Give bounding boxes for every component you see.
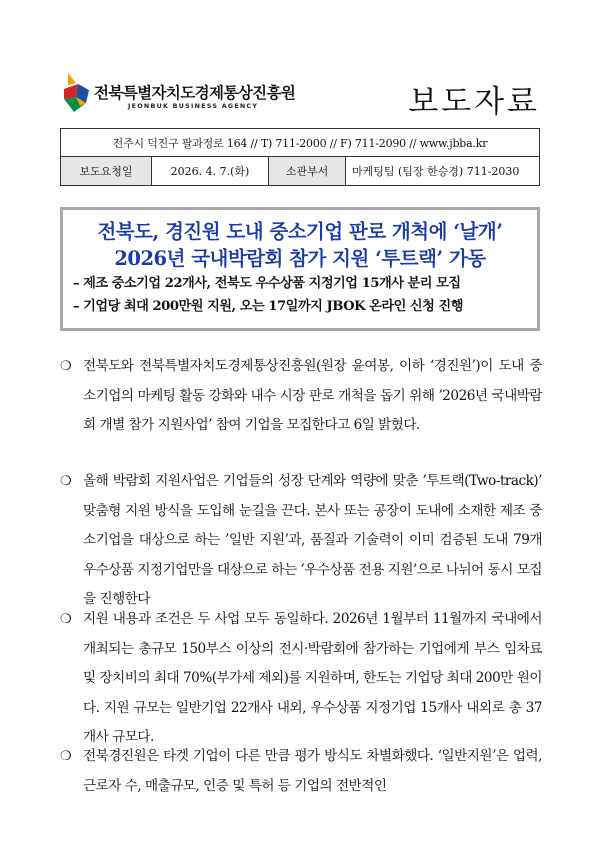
org-name-english: JEONBUK BUSINESS AGENCY <box>128 103 259 110</box>
department-value: 마케팅팀 (팀장 한승경) 711-2030 <box>346 157 540 186</box>
bullet-circle-icon: ❍ <box>60 612 72 627</box>
bullet-circle-icon: ❍ <box>60 474 72 489</box>
jbba-logo-icon <box>62 73 90 113</box>
body-paragraph <box>60 467 542 615</box>
headline-title-line2: 2026년 국내박람회 참가 지원 ‘투트랙’ 가동 <box>114 247 486 270</box>
department-label: 소관부서 <box>269 157 346 186</box>
paragraph-text: 올해 박람회 지원사업은 기업들의 성장 단계와 역량에 맞춘 ’투트랙(Two-track)’ 맞춤형 지원 방식을 도입해 눈길을 끈다. 본사 또는 공장이 도내에 소재한 제조 중소기업을 대상으로 하는 ’일반 지원’과, 품질과 기술력이 이미 검증된 도내 79개 우수상품 지정기업만을 대상으로 하는 ’우수상품 전용 지원’으로 나뉘어 동시 모집을 진행한다 <box>83 473 542 607</box>
headline-subtitle-1 <box>65 272 535 295</box>
press-info-table <box>60 128 540 186</box>
org-name: 전북특별자치도경제통상진흥원 <box>94 84 296 102</box>
subtitle-text: 제조 중소기업 22개사, 전북도 우수상품 지정기업 15개사 분리 모집 <box>83 276 461 291</box>
headline-box <box>60 207 540 331</box>
contact-row <box>61 129 540 157</box>
dash-icon: – <box>73 276 80 291</box>
body-paragraph <box>60 352 542 441</box>
subtitle-text: 기업당 최대 200만원 지원, 오는 17일까지 JBOK 온라인 신청 진행 <box>83 299 463 314</box>
logo-shape-yellow <box>68 73 76 85</box>
paragraph-text: 전북경진원은 타겟 기업이 다른 만큼 평가 방식도 차별화했다. ‘일반지원’은 업력, 근로자 수, 매출규모, 인증 및 특허 등 기업의 전반적인 <box>83 748 542 794</box>
bullet-circle-icon: ❍ <box>60 359 72 374</box>
dash-icon: – <box>73 299 80 314</box>
document-type-title: 보도자료 <box>408 84 540 120</box>
paragraph-text: 지원 내용과 조건은 두 사업 모두 동일하다. 2026년 1월부터 11월까지 국내에서 개최되는 총규모 150부스 이상의 전시·박람회에 참가하는 기업에게 부스 임차료 및 장치비의 최대 70%(부가세 제외)를 지원하며, 한도는 기업당 최대 200만 원이다. 지원 규모는 일반기업 22개사 내외, 우수상품 지정기업 15개사 내외로 총 37개사 규모다. <box>83 611 542 745</box>
logo-shape-red <box>64 84 78 99</box>
headline-title-line1: 전북도, 경진원 도내 중소기업 판로 개척에 ‘날개’ <box>97 220 503 243</box>
request-date-value: 2026. 4. 7.(화) <box>152 157 269 186</box>
body-paragraph <box>60 605 542 753</box>
headline-subtitle-2 <box>65 295 535 318</box>
paragraph-text: 전북도와 전북특별자치도경제통상진흥원(원장 윤여봉, 이하 ‘경진원’)이 도내 중소기업의 마케팅 활동 강화와 내수 시장 판로 개척을 돕기 위해 ’2026년 국내박람회 개별 참가 지원사업’ 참여 기업을 모집한다고 6일 밝혔다. <box>83 358 542 433</box>
request-date-label: 보도요청일 <box>61 157 152 186</box>
meta-row <box>61 157 540 186</box>
bullet-circle-icon: ❍ <box>60 749 72 764</box>
body-paragraph <box>60 742 542 801</box>
contact-info: 전주시 덕진구 팔과정로 164 // T) 711-2000 // F) 711-2090 // www.jbba.kr <box>61 129 540 157</box>
